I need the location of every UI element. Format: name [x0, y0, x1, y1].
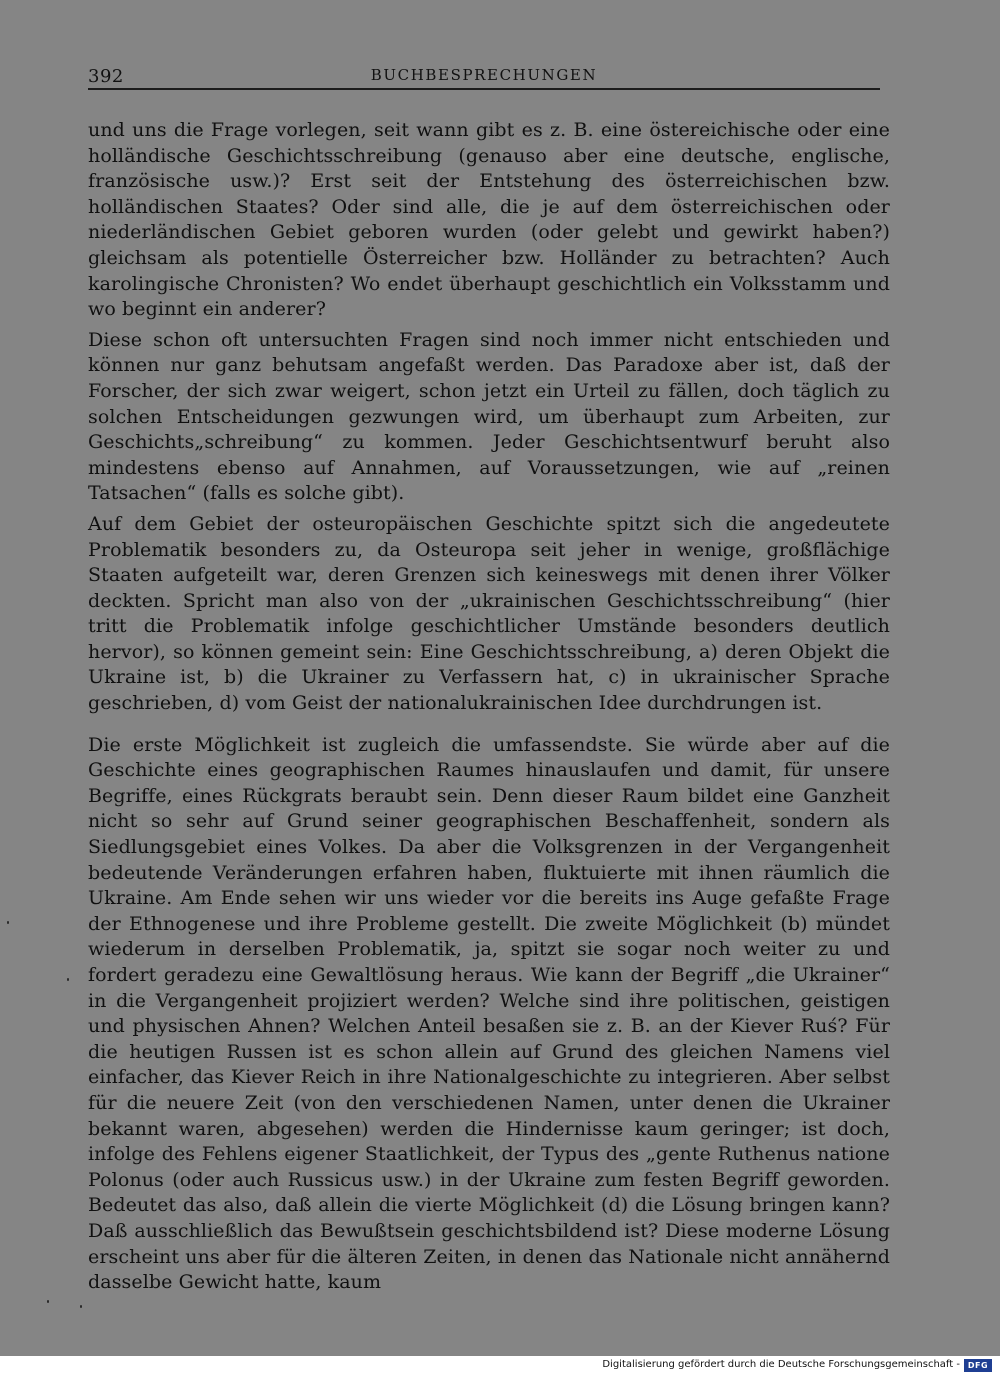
body-text	[88, 118, 890, 1296]
scan-speck	[80, 1305, 82, 1308]
running-head: BUCHBESPRECHUNGEN	[370, 66, 598, 84]
paragraph-1: und uns die Frage vorlegen, seit wann gibt es z. B. eine östereichische oder eine holländische Geschichtsschreibung (genauso aber eine deutsche, englische, französische usw.)? Erst seit der Entstehung des österreichischen bzw. holländischen Staates? Oder sind alle, die je auf dem österreichischen oder niederländischen Gebiet geboren wurden (oder gelebt und gewirkt haben?) gleichsam als potentielle Österreicher bzw. Holländer zu betrachten? Auch karolingische Chronisten? Wo endet überhaupt geschichtlich ein Volksstamm und wo beginnt ein anderer?	[88, 119, 890, 321]
dfg-logo: DFG	[964, 1359, 992, 1372]
digitization-credit: Digitalisierung gefördert durch die Deutsche Forschungsgemeinschaft -	[602, 1359, 960, 1370]
scan-speck	[67, 978, 69, 981]
paragraph-2: Diese schon oft untersuchten Fragen sind noch immer nicht entschieden und können nur ganz behutsam angefaßt werden. Das Paradoxe aber ist, daß der Forscher, der sich zwar weigert, schon jetzt ein Urteil zu fällen, doch täglich zu solchen Entscheidungen gezwungen wird, um überhaupt zum Arbeiten, zur Geschichts„schreibung“ zu kommen. Jeder Geschichtsentwurf beruht also mindestens ebenso auf Annahmen, auf Voraussetzungen, wie auf „reinen Tatsachen“ (falls es solche gibt).	[88, 328, 890, 505]
page-header	[88, 62, 880, 90]
paragraph-4: Die erste Möglichkeit ist zugleich die umfassendste. Sie würde aber auf die Geschichte eines geographischen Raumes hinauslaufen und damit, für unsere Begriffe, eines Rückgrats beraubt sein. Denn dieser Raum bildet eine Ganzheit nicht so sehr auf Grund seiner geographischen Beschaffenheit, sondern als Siedlungsgebiet eines Volkes. Da aber die Volksgrenzen in der Vergangenheit bedeutende Veränderungen erfahren haben, fluktuierte mit ihnen räumlich die Ukraine. Am Ende sehen wir uns wieder vor die bereits ins Auge gefaßte Frage der Ethnogenese und ihre Probleme gestellt. Die zweite Möglichkeit (b) mündet wiederum in derselben Problematik, ja, spitzt sie sogar noch weiter zu und fordert geradezu eine Gewaltlösung heraus. Wie kann der Begriff „die Ukrainer“ in die Vergangenheit projiziert werden? Welche sind ihre politischen, geistigen und physischen Ahnen? Welchen Anteil besaßen sie z. B. an der Kiever Ruś? Für die heutigen Russen ist es schon allein auf Grund des gleichen Namens viel einfacher, das Kiever Reich in ihre Nationalgeschichte zu integrieren. Aber selbst für die neuere Zeit (von den verschiedenen Namen, unter denen die Ukrainer bekannt waren, abgesehen) werden die Hindernisse kaum geringer; ist doch, infolge des Fehlens eigener Staatlichkeit, der Typus des „gente Ruthenus natione Polonus (oder auch Russicus usw.) in der Ukraine zum festen Begriff geworden. Bedeutet das also, daß allein die vierte Möglichkeit (d) die Lösung bringen kann? Daß ausschließlich das Bewußtsein geschichtsbildend ist? Diese moderne Lösung erscheint uns aber für die älteren Zeiten, in denen das Nationale nicht annähernd dasselbe Gewicht hatte, kaum	[88, 733, 890, 1294]
scan-speck	[47, 1300, 49, 1303]
footer-bar	[0, 1356, 1000, 1375]
scan-speck	[7, 921, 9, 924]
paragraph-3: Auf dem Gebiet der osteuropäischen Geschichte spitzt sich die angedeutete Problematik besonders zu, da Osteuropa seit jeher in wenige, großflächige Staaten aufgeteilt war, deren Grenzen sich keineswegs mit denen ihrer Völker deckten. Spricht man also von der „ukrainischen Geschichtsschreibung“ (hier tritt die Problematik infolge geschichtlicher Umstände besonders deutlich hervor), so können gemeint sein: Eine Geschichtsschreibung, a) deren Objekt die Ukraine ist, b) die Ukrainer zu Verfassern hat, c) in ukrainischer Sprache geschrieben, d) vom Geist der nationalukrainischen Idee durchdrungen ist.	[88, 512, 890, 715]
page-number: 392	[88, 66, 124, 87]
